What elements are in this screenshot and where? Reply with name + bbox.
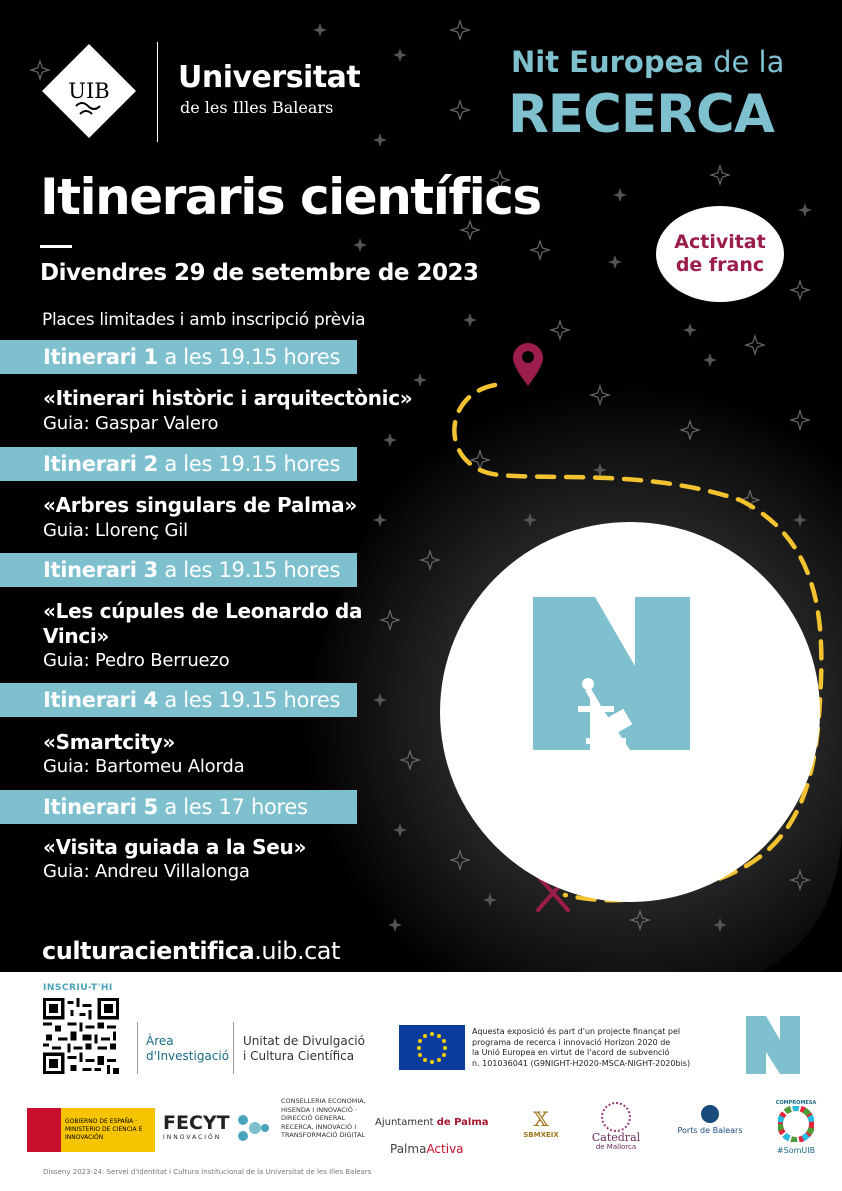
itinerary-1-name: «Itinerari històric i arquitectònic» <box>43 386 413 410</box>
nit-europea-bold: Nit Europea <box>511 45 704 79</box>
sbmxeix-logo: 𝕏 SBMXEIX <box>523 1107 559 1139</box>
nit-europea-heading <box>511 45 784 79</box>
eu-flag-icon <box>399 1025 465 1070</box>
university-name: Universitat <box>178 60 361 95</box>
catedral-logo: Catedral de Mallorca <box>585 1102 647 1151</box>
register-label: INSCRIU-T'HI <box>43 983 113 993</box>
itinerary-2-label: Itinerari 2 <box>43 452 158 476</box>
sdg-wheel-icon <box>778 1106 814 1142</box>
palma-activa-logo: PalmaActiva <box>390 1142 464 1156</box>
itinerary-4-band <box>0 683 357 717</box>
itinerary-1-time: a les 19.15 hores <box>164 345 341 369</box>
recerca-heading: RECERCA <box>508 84 774 145</box>
fecyt-logo: FECYT INNOVACIÓN <box>163 1112 230 1141</box>
nit-n-small-logo <box>746 1016 800 1074</box>
places-note: Places limitades i amb inscripció prèvia <box>42 310 366 330</box>
event-date: Divendres 29 de setembre de 2023 <box>40 260 479 286</box>
website-rest: .uib.cat <box>254 937 340 965</box>
badge-line2: de franc <box>675 254 765 276</box>
website-link[interactable] <box>42 937 340 965</box>
area-investigacio: Àrea d'Investigació <box>146 1034 230 1063</box>
itinerary-2-time: a les 19.15 hores <box>164 452 341 476</box>
gobierno-espana-logo: GOBIERNO DE ESPAÑA · MINISTERIO DE CIENCIA E INNOVACIÓN <box>27 1108 155 1152</box>
itinerary-5-name: «Visita guiada a la Seu» <box>43 835 307 859</box>
itinerary-2-band <box>0 447 357 481</box>
unitat-divulgacio: Unitat de Divulgació i Cultura Científica <box>243 1034 365 1063</box>
itinerary-3-guide: Guia: Pedro Berruezo <box>43 650 230 671</box>
itinerary-4-label: Itinerari 4 <box>43 688 158 712</box>
page-title: Itineraris científics <box>40 168 541 226</box>
itinerary-1-band <box>0 340 357 374</box>
footer <box>0 972 842 1191</box>
divider-1 <box>137 1022 138 1074</box>
itinerary-5-time: a les 17 hores <box>164 795 308 819</box>
itinerary-3-name: «Les cúpules de Leonardo da Vinci» <box>43 599 363 648</box>
sdg-compromesa-logo: COMPROMESA #SomUIB <box>775 1100 817 1155</box>
itinerary-4-name: «Smartcity» <box>43 730 176 754</box>
fecyt-dots-icon <box>235 1110 271 1146</box>
itinerary-4-time: a les 19.15 hores <box>164 688 341 712</box>
itinerary-4-guide: Guia: Bartomeu Alorda <box>43 756 245 777</box>
svg-text:UIB: UIB <box>68 79 110 103</box>
university-subname: de les Illes Balears <box>180 98 334 117</box>
qr-code[interactable] <box>43 998 119 1074</box>
divider-2 <box>233 1022 234 1074</box>
itinerary-2-name: «Arbres singulars de Palma» <box>43 493 357 517</box>
itinerary-3-band <box>0 553 357 587</box>
title-divider <box>40 245 72 248</box>
design-credit: Disseny 2023-24: Servei d'Identitat i Cultura Institucional de la Universitat de les Illes Balears <box>43 1168 372 1176</box>
eu-funding-text: Aquesta exposició és part d'un projecte finançat pel programa de recerca i innovació Horizon 2020 de la Unió Europea en virtut de l'acord de subvenció n. 101036041 (G9NIGHT-H2020-MSCA-NIGHT-2020bis) <box>472 1027 691 1068</box>
ajuntament-palma-logo: Ajuntament de Palma <box>375 1117 489 1128</box>
ports-balears-logo: Ports de Balears <box>665 1105 755 1135</box>
itinerary-3-label: Itinerari 3 <box>43 558 158 582</box>
free-activity-badge <box>656 206 784 302</box>
itinerary-5-guide: Guia: Andreu Villalonga <box>43 861 250 882</box>
nit-europea-rest: de la <box>713 45 785 79</box>
itinerary-1-label: Itinerari 1 <box>43 345 158 369</box>
itinerary-3-time: a les 19.15 hores <box>164 558 341 582</box>
govern-balears-logo: CONSELLERIA ECONOMIA, HISENDA I INNOVACIÓ · DIRECCIÓ GENERAL RECERCA, INNOVACIÓ I TRANSFORMACIÓ DIGITAL <box>281 1097 366 1139</box>
uib-logo <box>40 42 158 142</box>
itinerary-5-band <box>0 790 357 824</box>
website-bold: culturacientifica <box>42 937 255 965</box>
badge-line1: Activitat <box>674 231 766 253</box>
itinerary-1-guide: Guia: Gaspar Valero <box>43 413 219 434</box>
itinerary-5-label: Itinerari 5 <box>43 795 158 819</box>
itinerary-2-guide: Guia: Llorenç Gil <box>43 520 188 541</box>
